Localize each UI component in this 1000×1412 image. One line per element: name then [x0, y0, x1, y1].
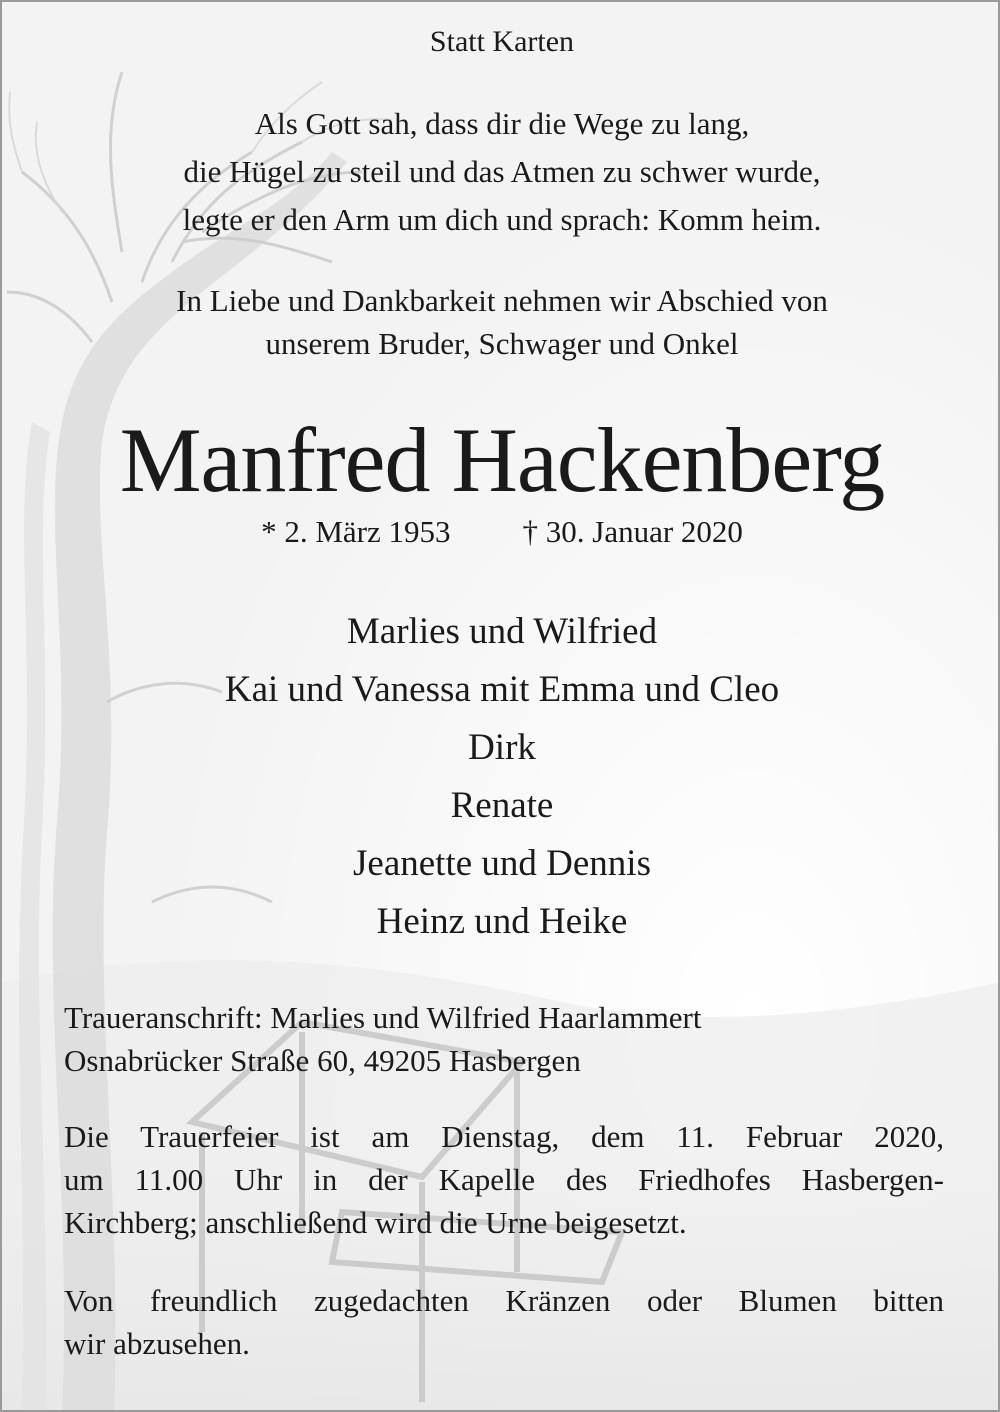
mourner: Marlies und Wilfried	[346, 611, 658, 652]
mourner: Heinz und Heike	[376, 901, 628, 942]
mourner: Kai und Vanessa mit Emma und Cleo	[224, 669, 780, 710]
address-line: Osnabrücker Straße 60, 49205 Hasbergen	[64, 1043, 581, 1078]
poem-line: legte er den Arm um dich und sprach: Komm heim.	[182, 202, 822, 237]
mourners-list	[2, 603, 1000, 951]
poem	[2, 100, 1000, 244]
flowers-line: wir abzusehen.	[64, 1326, 250, 1361]
mourner: Renate	[450, 785, 554, 826]
farewell-text	[2, 279, 1000, 365]
ceremony-details	[64, 1115, 944, 1244]
death-date: † 30. Januar 2020	[522, 514, 743, 549]
farewell-line: unserem Bruder, Schwager und Onkel	[265, 326, 739, 361]
header-text: Statt Karten	[429, 25, 575, 58]
ceremony-line: Die Trauerfeier ist am Dienstag, dem 11. Februar 2020,	[64, 1119, 944, 1154]
mourner: Dirk	[468, 727, 536, 768]
address-line: Traueranschrift: Marlies und Wilfried Haarlammert	[64, 1000, 702, 1035]
ceremony-line: Kirchberg; anschließend wird die Urne beigesetzt.	[64, 1205, 687, 1240]
flowers-request	[64, 1279, 944, 1365]
notice-text	[2, 2, 1000, 1412]
mourning-address	[64, 996, 944, 1082]
farewell-line: In Liebe und Dankbarkeit nehmen wir Abschied von	[176, 283, 828, 318]
poem-line: Als Gott sah, dass dir die Wege zu lang,	[254, 106, 750, 141]
flowers-line: Von freundlich zugedachten Kränzen oder Blumen bitten	[64, 1283, 944, 1318]
mourner: Jeanette und Dennis	[353, 843, 651, 884]
life-dates	[2, 509, 1000, 555]
poem-line: die Hügel zu steil und das Atmen zu schwer wurde,	[183, 154, 821, 189]
birth-date: * 2. März 1953	[261, 514, 451, 549]
ceremony-line: um 11.00 Uhr in der Kapelle des Friedhofes Hasbergen-	[64, 1162, 944, 1197]
deceased-name: Manfred Hackenberg	[119, 409, 885, 511]
